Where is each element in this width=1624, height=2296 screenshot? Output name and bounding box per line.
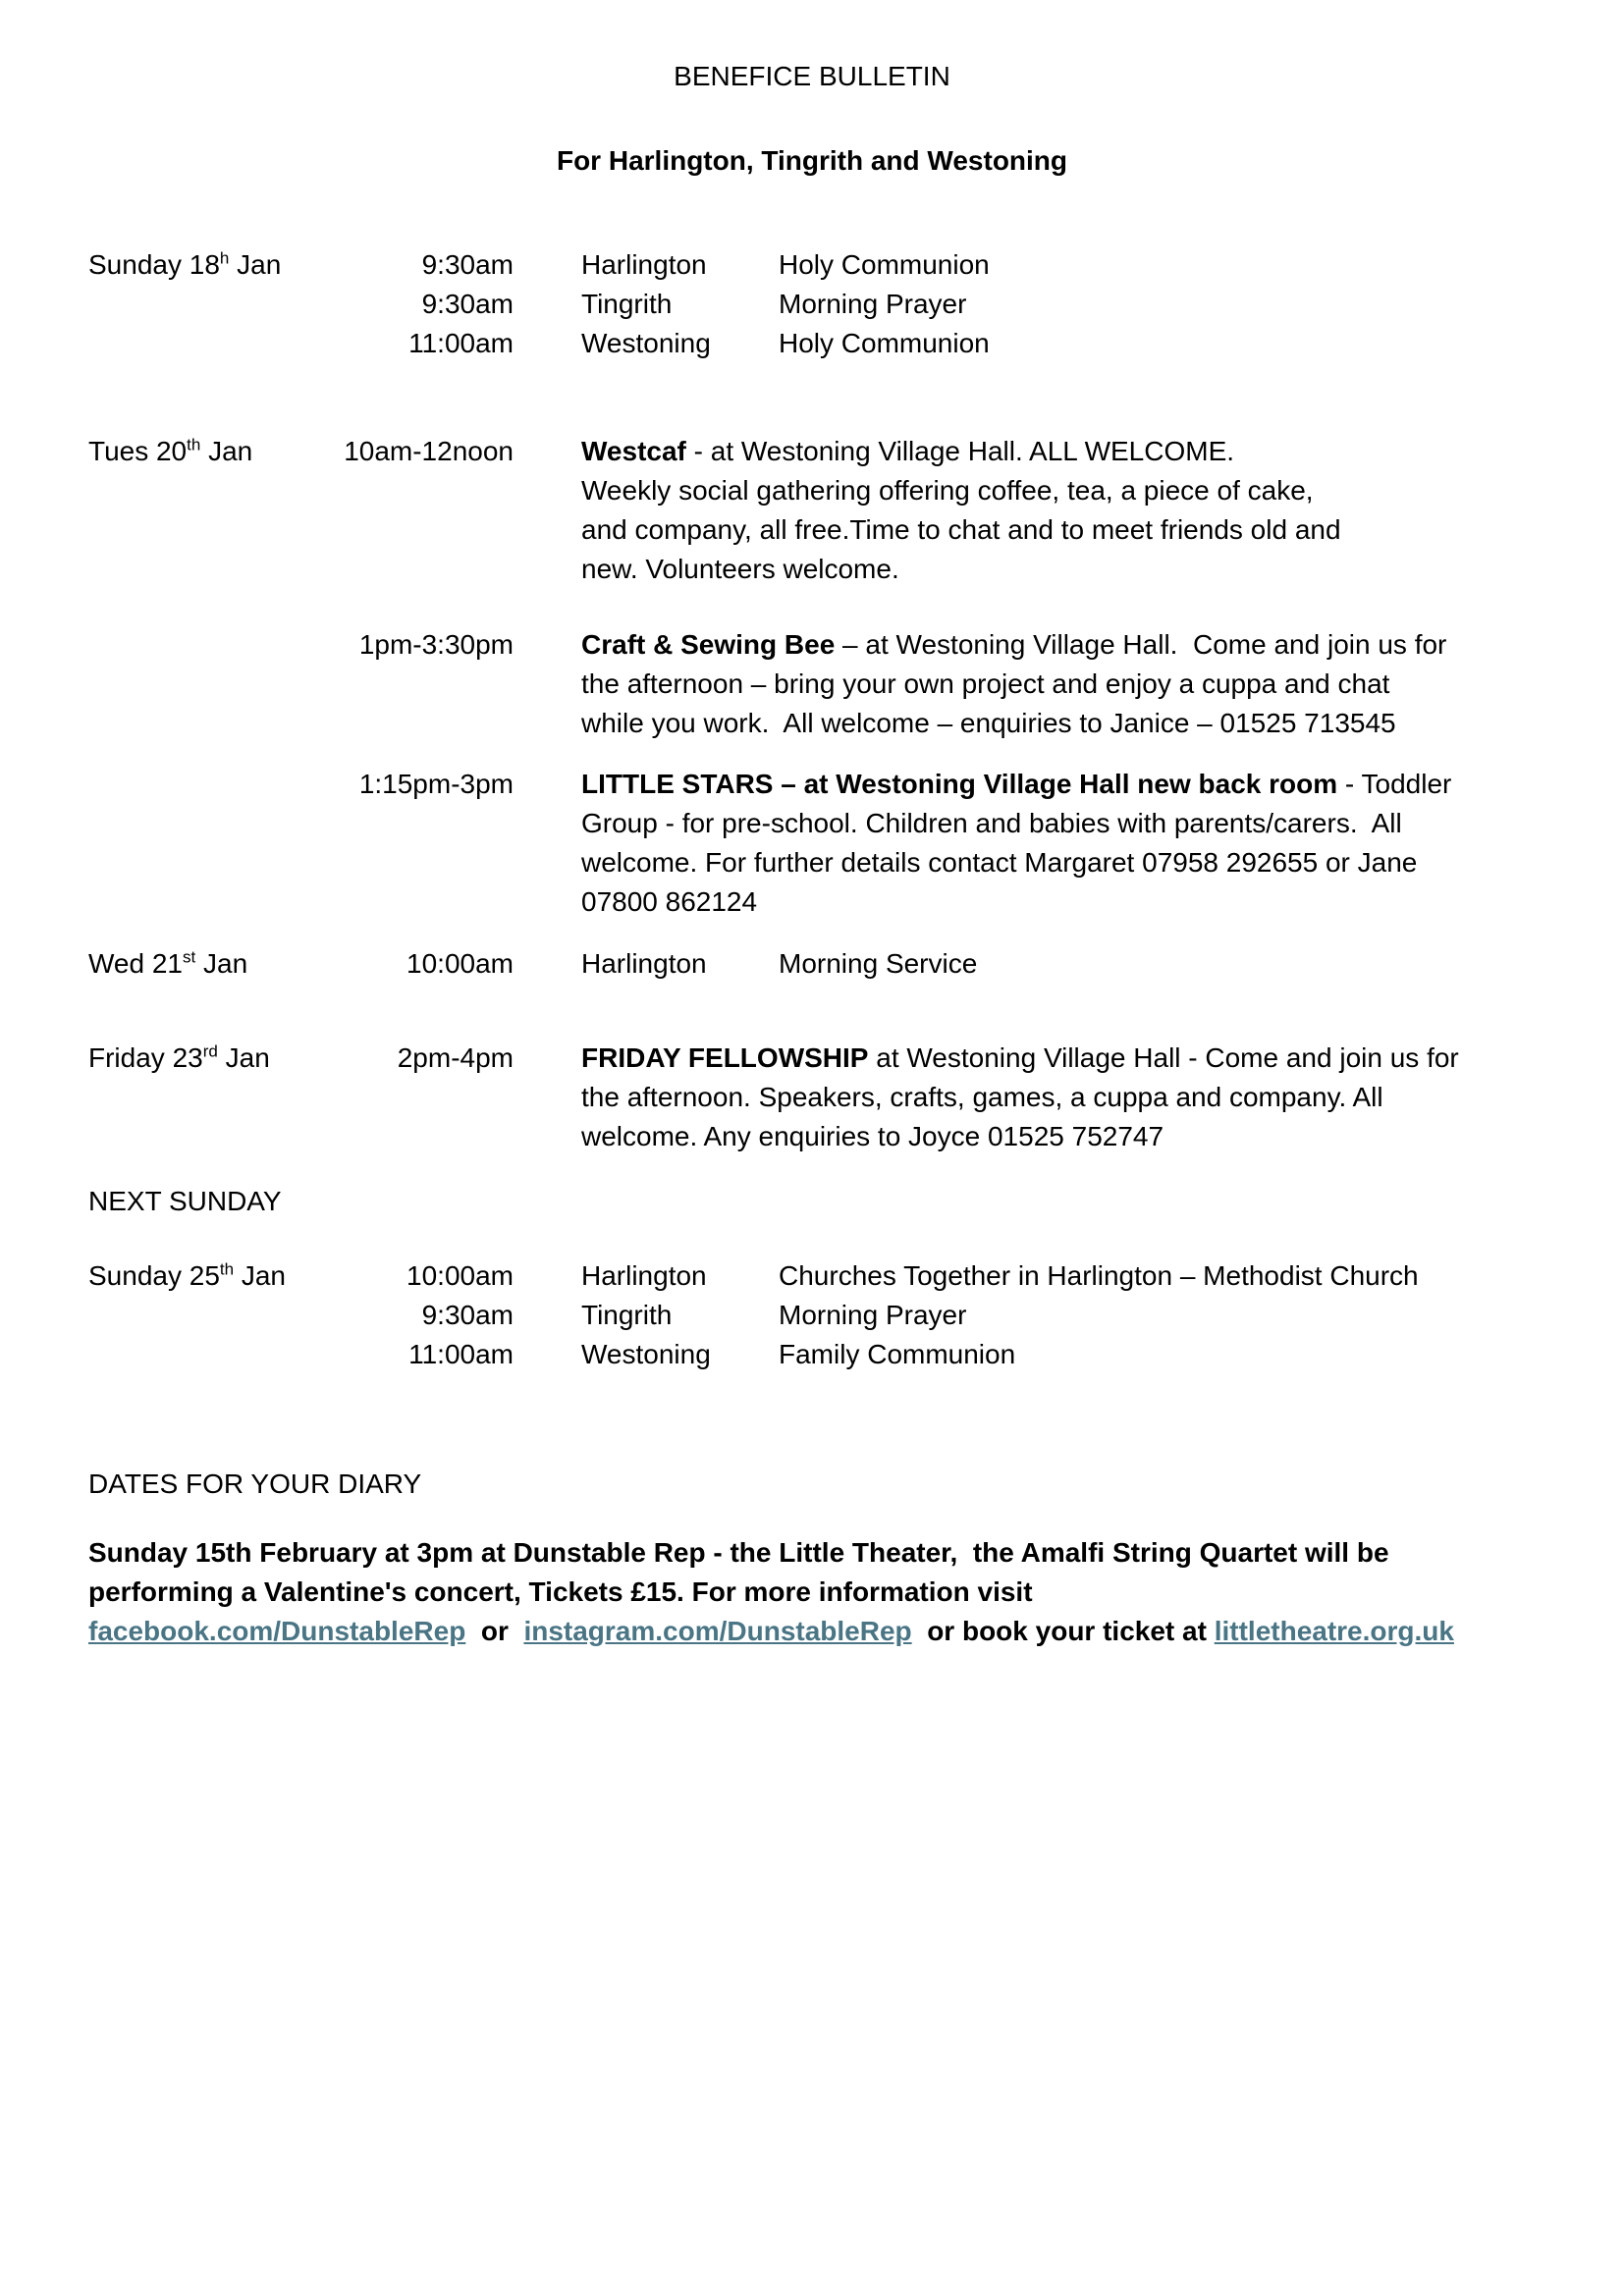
event-service: Churches Together in Harlington – Methodist Church [779, 1260, 1419, 1291]
event-description-line: FRIDAY FELLOWSHIP at Westoning Village Hall - Come and join us for [581, 1042, 1459, 1073]
event-location: Tingrith [581, 289, 673, 319]
event-time: 11:00am [408, 328, 514, 358]
event-description-line: 07800 862124 [581, 886, 758, 917]
event-block-little-stars [88, 765, 1451, 922]
event-time: 9:30am [421, 249, 514, 280]
event-description-line: LITTLE STARS – at Westoning Village Hall new back room - Toddler [581, 769, 1452, 799]
date-ordinal-superscript: th [187, 435, 201, 454]
event-date: Wed 21st Jan [88, 947, 248, 979]
event-header-row [88, 432, 1341, 471]
service-row [88, 285, 990, 324]
event-title: LITTLE STARS – at Westoning Village Hall new back room [581, 769, 1338, 799]
event-date: Sunday 18$^h$ Jan [88, 248, 282, 280]
event-service: Holy Communion [779, 328, 990, 358]
event-service: Morning Service [779, 948, 978, 979]
event-service: Holy Communion [779, 249, 990, 280]
event-block-craft-sewing-bee [88, 625, 1446, 743]
event-title: Craft & Sewing Bee [581, 629, 836, 660]
event-time: 10am-12noon [344, 436, 514, 466]
event-block-sunday-25 [88, 1256, 1419, 1374]
event-service: Family Communion [779, 1339, 1016, 1369]
event-date: Sunday 25th Jan [88, 1259, 287, 1291]
event-time: 10:00am [406, 948, 514, 979]
diary-paragraph [88, 1533, 1454, 1651]
event-block-wed-21 [88, 944, 977, 984]
date-ordinal-superscript: th [219, 1259, 235, 1279]
event-description-line: welcome. Any enquiries to Joyce 01525 752747 [581, 1121, 1164, 1151]
section-heading-diary: DATES FOR YOUR DIARY [88, 1468, 422, 1499]
event-description-line: Westcaf - at Westoning Village Hall. ALL WELCOME. [581, 436, 1235, 466]
event-description-line: Group - for pre-school. Children and babies with parents/carers. All [581, 808, 1402, 838]
event-description-line: and company, all free.Time to chat and to meet friends old and [581, 514, 1341, 545]
event-time: 9:30am [421, 1300, 514, 1330]
event-time: 9:30am [421, 289, 514, 319]
link-separator: or book your ticket at [911, 1616, 1215, 1646]
event-description-line: while you work. All welcome – enquiries to Janice – 01525 713545 [581, 708, 1396, 738]
event-service: Morning Prayer [779, 289, 967, 319]
event-date: Friday 23rd Jan [88, 1041, 270, 1073]
section-heading-next-sunday: NEXT SUNDAY [88, 1186, 282, 1216]
event-description-line: welcome. For further details contact Margaret 07958 292655 or Jane [581, 847, 1418, 878]
littletheatre-link[interactable]: littletheatre.org.uk [1214, 1616, 1454, 1646]
event-description-line: the afternoon. Speakers, crafts, games, a cuppa and company. All [581, 1082, 1383, 1112]
event-time: 1pm-3:30pm [358, 629, 514, 660]
facebook-link[interactable]: facebook.com/DunstableRep [88, 1616, 466, 1646]
event-block-westcaf [88, 432, 1341, 589]
event-title: Westcaf [581, 436, 686, 466]
event-location: Westoning [581, 328, 711, 358]
event-time: 2pm-4pm [397, 1042, 514, 1073]
service-row [88, 1296, 1419, 1335]
instagram-link[interactable]: instagram.com/DunstableRep [523, 1616, 912, 1646]
event-location: Tingrith [581, 1300, 673, 1330]
link-separator: or [465, 1616, 524, 1646]
diary-text-line: performing a Valentine's concert, Tickets £15. For more information visit [88, 1576, 1033, 1607]
date-ordinal-superscript: st [183, 947, 196, 967]
diary-links-line [88, 1612, 1454, 1651]
event-location: Harlington [581, 249, 707, 280]
event-time: 1:15pm-3pm [358, 769, 514, 799]
event-location: Harlington [581, 1260, 707, 1291]
event-description-line: Craft & Sewing Bee – at Westoning Village Hall. Come and join us for [581, 629, 1447, 660]
event-header-row [88, 1039, 1459, 1078]
event-description-line: the afternoon – bring your own project and enjoy a cuppa and chat [581, 668, 1390, 699]
event-time: 10:00am [406, 1260, 514, 1291]
service-row [88, 324, 990, 363]
event-date: Tues 20th Jan [88, 435, 253, 466]
event-header-row [88, 765, 1451, 804]
date-ordinal-superscript: rd [202, 1041, 218, 1061]
event-title: FRIDAY FELLOWSHIP [581, 1042, 869, 1073]
event-time: 11:00am [408, 1339, 514, 1369]
event-description-line: Weekly social gathering offering coffee, tea, a piece of cake, [581, 475, 1314, 506]
service-row [88, 944, 977, 984]
service-row [88, 1256, 1419, 1296]
event-block-friday-fellowship [88, 1039, 1459, 1156]
event-location: Harlington [581, 948, 707, 979]
event-service: Morning Prayer [779, 1300, 967, 1330]
page-title: BENEFICE BULLETIN [674, 61, 950, 91]
service-row [88, 1335, 1419, 1374]
event-block-sunday-18 [88, 245, 990, 363]
page-subtitle: For Harlington, Tingrith and Westoning [556, 145, 1068, 176]
event-description-line: new. Volunteers welcome. [581, 554, 899, 584]
service-row [88, 245, 990, 285]
diary-text-line: Sunday 15th February at 3pm at Dunstable Rep - the Little Theater, the Amalfi String Quartet will be [88, 1537, 1389, 1568]
date-ordinal-superscript: h [219, 248, 230, 268]
event-location: Westoning [581, 1339, 711, 1369]
event-header-row [88, 625, 1446, 665]
